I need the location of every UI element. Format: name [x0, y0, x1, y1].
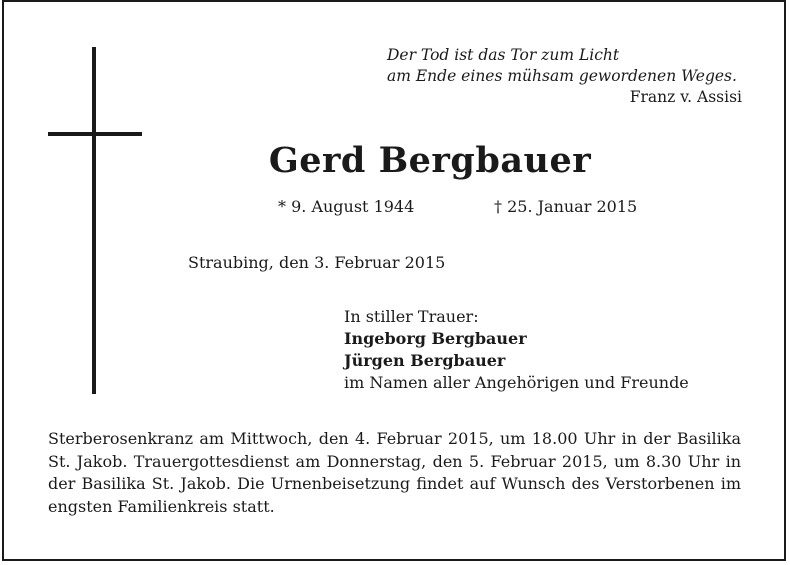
death-date: † 25. Januar 2015	[494, 197, 638, 216]
service-notice: Sterberosenkranz am Mittwoch, den 4. Februar 2015, um 18.00 Uhr in der Basilika St. Jakob. Trauergottesdienst am Donnerstag, den 5. Februar 2015, um 8.30 Uhr in der Basilika St. Jakob. Die Urnenbeisetzung findet auf Wunsch des Verstorbenen im engsten Familienkreis statt.	[48, 429, 741, 516]
quote-block	[342, 45, 742, 108]
deceased-name: Gerd Bergbauer	[268, 140, 592, 181]
birth-date: * 9. August 1944	[278, 197, 415, 216]
place-and-date: Straubing, den 3. Februar 2015	[188, 253, 446, 272]
mourners-intro: In stiller Trauer:	[344, 307, 479, 326]
mourner-name: Jürgen Bergbauer	[344, 351, 506, 370]
cross-horizontal-bar	[48, 132, 142, 136]
quote-line-2: am Ende eines mühsam gewordenen Weges.	[387, 67, 737, 85]
mourners-closing: im Namen aller Angehörigen und Freunde	[344, 373, 689, 392]
quote-author: Franz v. Assisi	[629, 88, 742, 106]
cross-vertical-bar	[92, 47, 96, 394]
mourners-block	[344, 306, 689, 394]
quote-line-1: Der Tod ist das Tor zum Licht	[387, 46, 620, 64]
mourner-name: Ingeborg Bergbauer	[344, 329, 527, 348]
